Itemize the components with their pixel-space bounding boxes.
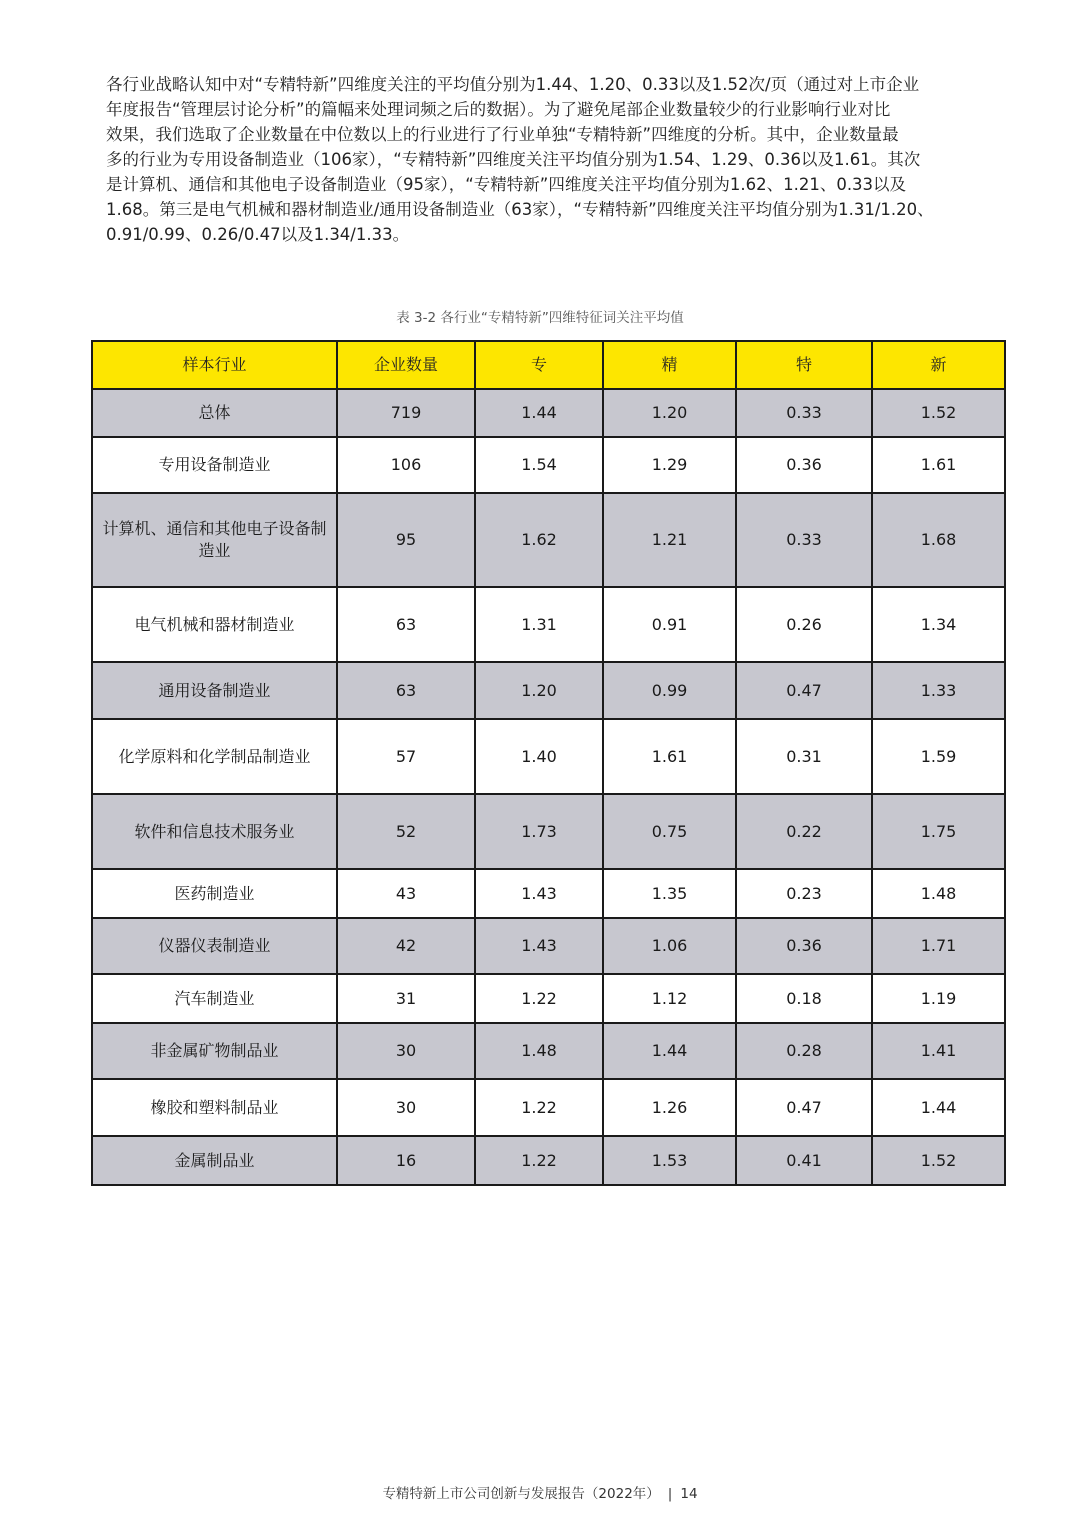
value-cell: 1.34 (872, 587, 1005, 662)
footer-title: 专精特新上市公司创新与发展报告（2022年） (382, 1486, 660, 1502)
header-industry: 样本行业 (92, 341, 337, 389)
value-cell: 30 (337, 1023, 475, 1079)
table-row (92, 1136, 1005, 1185)
table-caption: 表 3-2 各行业“专精特新”四维特征词关注平均值 (396, 310, 684, 326)
value-cell: 0.75 (603, 794, 736, 869)
header-jing: 精 (603, 341, 736, 389)
value-cell: 0.28 (736, 1023, 872, 1079)
value-cell: 1.20 (603, 389, 736, 437)
value-cell: 0.36 (736, 437, 872, 493)
value-cell: 1.48 (872, 869, 1005, 918)
value-cell: 0.47 (736, 1079, 872, 1136)
table-row (92, 1023, 1005, 1079)
body-paragraph (106, 72, 1006, 247)
value-cell: 0.23 (736, 869, 872, 918)
table-row (92, 1079, 1005, 1136)
industry-cell: 橡胶和塑料制品业 (92, 1079, 337, 1136)
paragraph-line: 1.68。第三是电气机械和器材制造业/通用设备制造业（63家），“专精特新”四维度关注平均值分别为1.31/1.20、 (106, 200, 934, 219)
header-zhuan: 专 (475, 341, 603, 389)
value-cell: 1.33 (872, 662, 1005, 719)
paragraph-line: 多的行业为专用设备制造业（106家），“专精特新”四维度关注平均值分别为1.54、1.29、0.36以及1.61。其次 (106, 150, 921, 169)
industry-cell: 汽车制造业 (92, 974, 337, 1023)
table-row (92, 974, 1005, 1023)
value-cell: 16 (337, 1136, 475, 1185)
value-cell: 0.26 (736, 587, 872, 662)
value-cell: 1.22 (475, 1079, 603, 1136)
value-cell: 1.06 (603, 918, 736, 974)
table-row (92, 389, 1005, 437)
value-cell: 1.54 (475, 437, 603, 493)
table-row (92, 794, 1005, 869)
value-cell: 95 (337, 493, 475, 587)
value-cell: 1.59 (872, 719, 1005, 794)
value-cell: 1.21 (603, 493, 736, 587)
value-cell: 1.12 (603, 974, 736, 1023)
paragraph-line: 0.91/0.99、0.26/0.47以及1.34/1.33。 (106, 225, 410, 244)
value-cell: 0.22 (736, 794, 872, 869)
value-cell: 1.44 (603, 1023, 736, 1079)
value-cell: 57 (337, 719, 475, 794)
value-cell: 1.22 (475, 974, 603, 1023)
paragraph-line: 年度报告“管理层讨论分析”的篇幅来处理词频之后的数据）。为了避免尾部企业数量较少的行业影响行业对比 (106, 100, 891, 119)
value-cell: 1.71 (872, 918, 1005, 974)
value-cell: 1.44 (872, 1079, 1005, 1136)
industry-cell: 化学原料和化学制品制造业 (92, 719, 337, 794)
value-cell: 0.99 (603, 662, 736, 719)
value-cell: 1.43 (475, 869, 603, 918)
table-row (92, 719, 1005, 794)
industry-cell: 软件和信息技术服务业 (92, 794, 337, 869)
paragraph-line: 是计算机、通信和其他电子设备制造业（95家），“专精特新”四维度关注平均值分别为1.62、1.21、0.33以及 (106, 175, 907, 194)
header-te: 特 (736, 341, 872, 389)
value-cell: 0.47 (736, 662, 872, 719)
industry-cell: 通用设备制造业 (92, 662, 337, 719)
table-row (92, 587, 1005, 662)
value-cell: 0.36 (736, 918, 872, 974)
value-cell: 1.52 (872, 1136, 1005, 1185)
value-cell: 0.91 (603, 587, 736, 662)
value-cell: 31 (337, 974, 475, 1023)
header-company-count: 企业数量 (337, 341, 475, 389)
value-cell: 1.53 (603, 1136, 736, 1185)
table-row (92, 437, 1005, 493)
value-cell: 63 (337, 662, 475, 719)
value-cell: 106 (337, 437, 475, 493)
value-cell: 1.29 (603, 437, 736, 493)
page-number: 14 (680, 1486, 698, 1502)
industry-cell: 总体 (92, 389, 337, 437)
paragraph-line: 效果，我们选取了企业数量在中位数以上的行业进行了行业单独“专精特新”四维度的分析。其中，企业数量最 (106, 125, 899, 144)
industry-cell: 电气机械和器材制造业 (92, 587, 337, 662)
industry-cell: 金属制品业 (92, 1136, 337, 1185)
value-cell: 1.48 (475, 1023, 603, 1079)
value-cell: 1.40 (475, 719, 603, 794)
value-cell: 1.26 (603, 1079, 736, 1136)
value-cell: 0.31 (736, 719, 872, 794)
industry-cell: 仪器仪表制造业 (92, 918, 337, 974)
paragraph-line: 各行业战略认知中对“专精特新”四维度关注的平均值分别为1.44、1.20、0.33以及1.52次/页（通过对上市企业 (106, 75, 920, 94)
value-cell: 0.33 (736, 493, 872, 587)
value-cell: 0.41 (736, 1136, 872, 1185)
value-cell: 1.62 (475, 493, 603, 587)
page-footer (0, 1482, 1080, 1502)
value-cell: 0.33 (736, 389, 872, 437)
table-row (92, 869, 1005, 918)
value-cell: 63 (337, 587, 475, 662)
value-cell: 1.75 (872, 794, 1005, 869)
industry-cell: 非金属矿物制品业 (92, 1023, 337, 1079)
value-cell: 719 (337, 389, 475, 437)
industry-table (91, 340, 1006, 1186)
table-row (92, 662, 1005, 719)
value-cell: 42 (337, 918, 475, 974)
header-xin: 新 (872, 341, 1005, 389)
footer-separator: | (667, 1486, 673, 1502)
industry-cell: 专用设备制造业 (92, 437, 337, 493)
value-cell: 1.52 (872, 389, 1005, 437)
value-cell: 1.43 (475, 918, 603, 974)
value-cell: 1.41 (872, 1023, 1005, 1079)
industry-cell: 医药制造业 (92, 869, 337, 918)
industry-cell: 计算机、通信和其他电子设备制造业 (92, 493, 337, 587)
value-cell: 1.68 (872, 493, 1005, 587)
value-cell: 1.31 (475, 587, 603, 662)
table-header-row (92, 341, 1005, 389)
value-cell: 1.44 (475, 389, 603, 437)
value-cell: 1.20 (475, 662, 603, 719)
value-cell: 1.61 (603, 719, 736, 794)
value-cell: 1.19 (872, 974, 1005, 1023)
value-cell: 30 (337, 1079, 475, 1136)
value-cell: 43 (337, 869, 475, 918)
value-cell: 1.61 (872, 437, 1005, 493)
value-cell: 1.22 (475, 1136, 603, 1185)
table-row (92, 918, 1005, 974)
value-cell: 1.35 (603, 869, 736, 918)
value-cell: 52 (337, 794, 475, 869)
table-row (92, 493, 1005, 587)
value-cell: 0.18 (736, 974, 872, 1023)
value-cell: 1.73 (475, 794, 603, 869)
